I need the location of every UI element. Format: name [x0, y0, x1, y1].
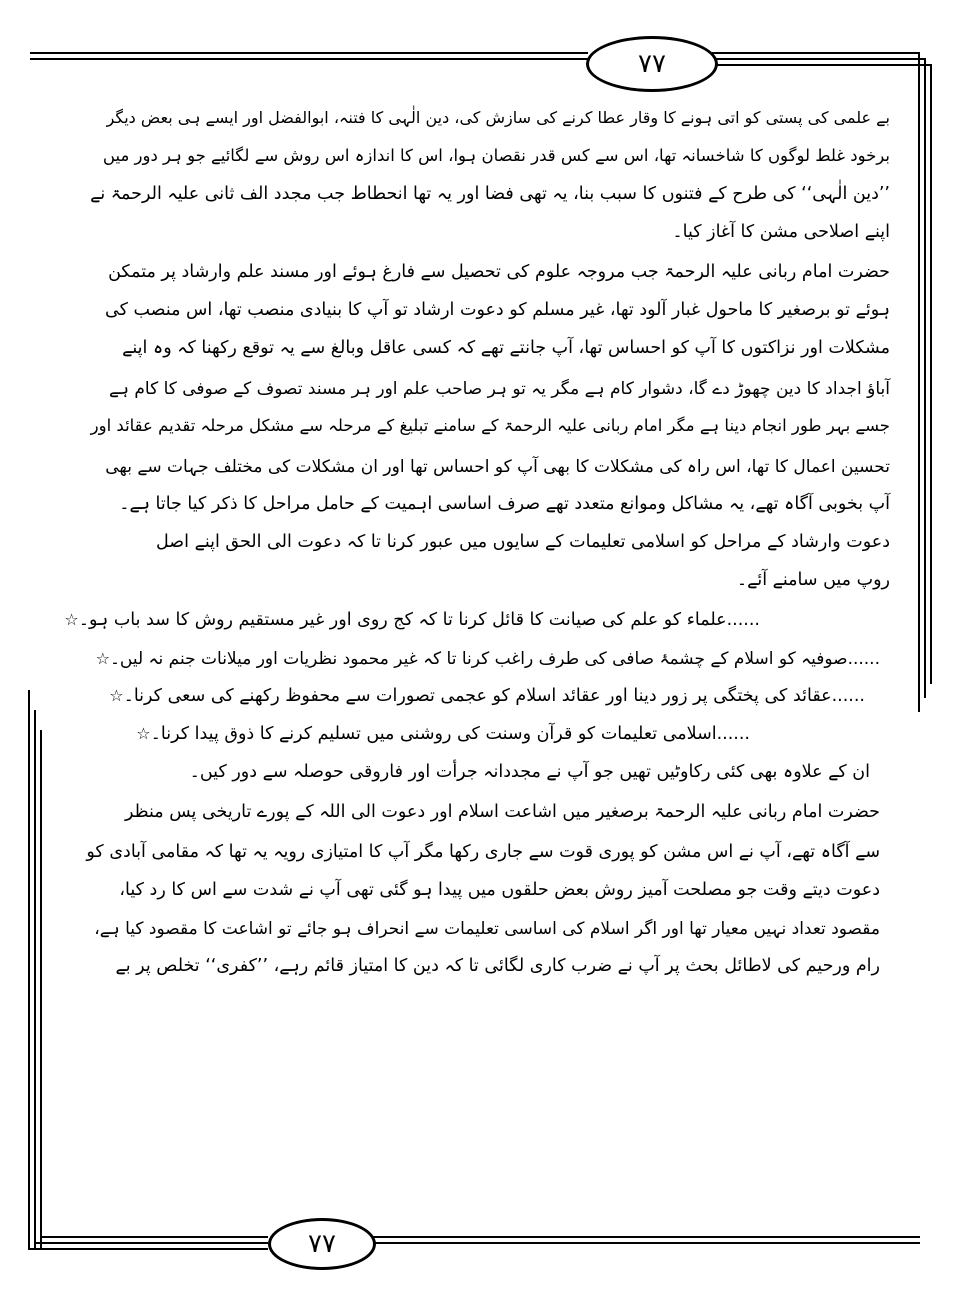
- header-page-number-oval: [586, 36, 718, 92]
- footer-page-number-oval: [268, 1218, 376, 1270]
- text-line: دعوت وارشاد کے مراحل کو اسلامی تعلیمات کے سایوں میں عبور کرنا تا کہ دعوت الی الحق اپنے اصل: [156, 532, 890, 552]
- bullet-text: ......علماء کو علم کی صیانت کا قائل کرنا تا کہ کج روی اور غیر مستقیم روش کا سد باب ہو۔: [78, 610, 760, 630]
- text-line: دعوت دیتے وقت جو مصلحت آمیز روش بعض حلقوں میں پیدا ہو گئی تھی آپ نے شدت سے اس کا رد کیا،: [119, 880, 880, 900]
- star-icon: ☆: [95, 649, 110, 668]
- text-line: ’’دین الٰہی‘‘ کی طرح کے فتنوں کا سبب بنا، یہ تھی فضا اور یہ تھا انحطاط جب مجدد الف ثانی علیہ الرحمۃ نے: [90, 184, 890, 204]
- text-line: رام ورحیم کی لاطائل بحث پر آپ نے ضرب کاری لگائی تا کہ دین کا امتیاز قائم رہے، ’’کفری‘‘ تخلص پر بے: [115, 956, 880, 976]
- frame-left-line-3: [40, 730, 42, 1250]
- frame-bottom-line-3: [40, 1236, 268, 1238]
- text-line: آباؤ اجداد کا دین چھوڑ دے گا، دشوار کام ہے مگر یہ تو ہر صاحب علم اور ہر مسند تصوف کے صوفی کا کام ہے: [109, 379, 890, 399]
- frame-top-line-2: [30, 58, 588, 60]
- bullet-text: ......عقائد کی پختگی پر زور دینا اور عقائد اسلام کو عجمی تصورات سے محفوظ رکھنے کی سعی کرنا۔: [123, 686, 865, 706]
- text-line: حضرت امام ربانی علیہ الرحمۃ جب مروجہ علوم کی تحصیل سے فارغ ہوئے اور مسند علم وارشاد پر متمکن: [108, 262, 890, 282]
- star-icon: ☆: [64, 610, 79, 629]
- bullet-item: [130, 724, 750, 744]
- text-line: اپنے اصلاحی مشن کا آغاز کیا۔: [672, 222, 890, 242]
- text-line: سے آگاہ تھے، آپ نے اس مشن کو پوری قوت سے جاری رکھا مگر آپ کا امتیازی رویہ یہ تھا کہ مقامی آبادی کو: [86, 842, 880, 862]
- frame-top-line-4: [712, 58, 926, 60]
- frame-top-line-3: [712, 52, 920, 54]
- text-line: روپ میں سامنے آئے۔: [736, 570, 890, 590]
- footer-page-number: ۷۷: [308, 1229, 336, 1259]
- bullet-item: [58, 610, 760, 630]
- frame-left-line-2: [34, 710, 36, 1250]
- text-line: آپ بخوبی آگاہ تھے، یہ مشاکل وموانع متعدد تھے صرف اساسی اہمیت کے حامل مراحل کا ذکر کیا جاتا ہے۔: [119, 494, 890, 514]
- frame-top-line-5: [712, 64, 932, 66]
- text-line: جسے بہر طور انجام دینا ہے مگر امام ربانی علیہ الرحمۃ کے سامنے تبلیغ کے مرحلہ سے مشکل مرحلہ تقدیم عقائد اور: [90, 416, 890, 435]
- text-line: تحسین اعمال کا تھا، اس راہ کی مشکلات کا بھی آپ کو احساس تھا اور ان مشکلات کی مختلف جہات سے بھی: [105, 457, 890, 477]
- header-page-number: ۷۷: [638, 49, 666, 79]
- bullet-text: ......صوفیہ کو اسلام کے چشمۂ صافی کی طرف راغب کرنا تا کہ غیر محمود نظریات اور میلانات جنم نہ لیں۔: [109, 649, 880, 669]
- frame-bottom-line-4: [370, 1236, 920, 1238]
- star-icon: ☆: [136, 724, 151, 743]
- frame-right-line-2: [924, 58, 926, 698]
- frame-bottom-line-1: [28, 1248, 268, 1250]
- bullet-item: [90, 648, 880, 669]
- frame-top-line-1: [30, 52, 588, 54]
- text-line: ان کے علاوہ بھی کئی رکاوٹیں تھیں جو آپ نے مجددانہ جرأت اور فاروقی حوصلہ سے دور کیں۔: [189, 762, 870, 782]
- text-line: مقصود تعداد نہیں معیار تھا اور اگر اسلام کی اساسی تعلیمات سے انحراف ہو جائے تو اشاعت کا مقصود کیا ہے،: [94, 919, 880, 939]
- bullet-item: [103, 686, 865, 706]
- text-line: برخود غلط لوگوں کا شاخسانہ تھا، اس سے کس قدر نقصان ہوا، اس کا اندازہ اس روش سے لگائیے جو ہر دور میں: [102, 146, 890, 165]
- text-line: بے علمی کی پستی کو اتی ہونے کا وقار عطا کرنے کی سازش کی، دین الٰہی کا فتنہ، ابوالفضل اور ایسے ہی بعض دیگر: [106, 108, 890, 127]
- frame-bottom-line-5: [370, 1242, 920, 1244]
- frame-right-line-1: [918, 52, 920, 712]
- frame-left-line-1: [28, 690, 30, 1250]
- text-line: مشکلات اور نزاکتوں کا آپ کو احساس تھا، آپ جانتے تھے کہ کسی عاقل وبالغ سے یہ توقع رکھنا کہ وہ اپنے: [122, 338, 890, 358]
- star-icon: ☆: [109, 686, 124, 705]
- frame-right-line-3: [930, 64, 932, 684]
- text-line: حضرت امام ربانی علیہ الرحمۃ برصغیر میں اشاعت اسلام اور دعوت الی اللہ کے پورے تاریخی پس منظر: [124, 802, 880, 822]
- text-line: ہوئے تو برصغیر کا ماحول غبار آلود تھا، غیر مسلم کو دعوت ارشاد تو آپ کا بنیادی منصب تھا، اس منصب کی: [104, 300, 890, 320]
- frame-bottom-line-2: [34, 1242, 268, 1244]
- bullet-text: ......اسلامی تعلیمات کو قرآن وسنت کی روشنی میں تسلیم کرنے کا ذوق پیدا کرنا۔: [150, 724, 750, 744]
